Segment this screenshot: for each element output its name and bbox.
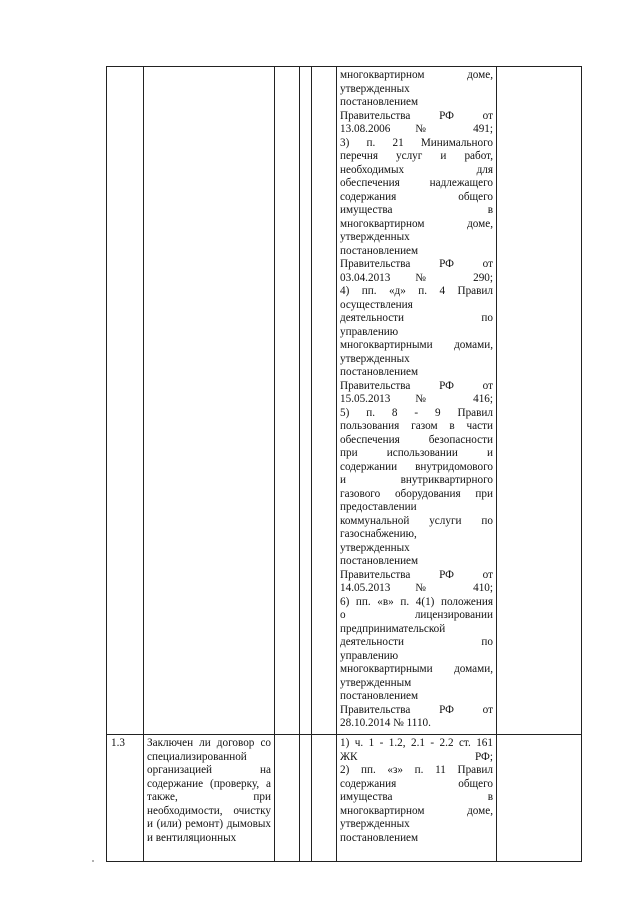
answer-na-cell	[312, 67, 337, 735]
text-line: постановлением	[340, 831, 419, 844]
text-line: и вентиляционных	[147, 831, 237, 844]
answer-no-cell	[300, 735, 312, 862]
text-line: газоснабжению,	[340, 528, 417, 540]
text-line: 2) пп. «з» п. 11 Правил	[340, 764, 493, 776]
text-line: предоставлении	[340, 501, 417, 513]
answer-na-cell	[312, 735, 337, 862]
text-line: перечня услуг и работ,	[340, 150, 493, 162]
text-line: также, при	[147, 791, 271, 803]
text-line: утвержденных	[340, 82, 410, 95]
notes-cell	[497, 67, 582, 735]
row-number-cell	[107, 67, 144, 735]
text-line: содержании внутридомового	[340, 460, 493, 473]
text-line: Правительства РФ от	[340, 568, 493, 581]
text-line: 4) пп. «д» п. 4 Правил	[340, 285, 493, 297]
text-line: 14.05.2013 № 410;	[340, 582, 493, 594]
table-row	[107, 67, 582, 735]
text-line: управлению	[340, 325, 399, 338]
question-cell	[144, 67, 275, 735]
text-line: коммунальной услуги по	[340, 514, 493, 527]
text-line: утвержденным	[340, 676, 412, 689]
question-text	[144, 735, 274, 847]
text-line: имущества в	[340, 204, 493, 216]
text-line: Правительства РФ от	[340, 379, 493, 392]
legal-sources-cell	[337, 67, 497, 735]
text-line: обеспечения надлежащего	[340, 177, 493, 189]
text-line: газового оборудования при	[340, 487, 493, 500]
text-line: многоквартирном доме,	[340, 69, 493, 81]
text-line: 28.10.2014 № 1110.	[340, 717, 431, 729]
text-line: 15.05.2013 № 416;	[340, 393, 493, 405]
text-line: и (или) ремонт) дымовых	[147, 818, 271, 830]
text-line: деятельности по	[340, 312, 493, 324]
answer-no-cell	[300, 67, 312, 735]
text-line: утвержденных	[340, 231, 410, 243]
text-line: постановлением	[340, 366, 419, 378]
scan-speck	[92, 860, 94, 862]
text-line: постановлением	[340, 555, 419, 567]
legal-sources-text	[337, 67, 496, 733]
text-line: многоквартирном доме,	[340, 804, 493, 817]
text-line: утвержденных	[340, 541, 410, 554]
text-line: утвержденных	[340, 818, 410, 830]
text-line: деятельности по	[340, 636, 493, 648]
text-line: многоквартирными домами,	[340, 663, 493, 675]
text-line: необходимых для	[340, 163, 493, 176]
text-line: постановлением	[340, 244, 419, 257]
text-line: и внутриквартирного	[340, 474, 493, 486]
row-number-cell	[107, 735, 144, 862]
text-line: 03.04.2013 № 290;	[340, 271, 493, 284]
text-line: о лицензировании	[340, 609, 493, 621]
text-line: многоквартирном доме,	[340, 217, 493, 230]
text-line: предпринимательской	[340, 622, 446, 635]
text-line: содержания общего	[340, 777, 493, 790]
text-line: содержания общего	[340, 190, 493, 203]
text-line: постановлением	[340, 96, 419, 108]
text-line: управлению	[340, 649, 399, 662]
text-line: 3) п. 21 Минимального	[340, 136, 493, 149]
text-line: 5) п. 8 - 9 Правил	[340, 406, 493, 419]
text-line: утвержденных	[340, 352, 410, 365]
legal-sources-text	[337, 735, 496, 847]
text-line: осуществления	[340, 298, 413, 311]
answer-yes-cell	[275, 735, 300, 862]
question-cell	[144, 735, 275, 862]
text-line: содержание (проверку, а	[147, 777, 271, 790]
text-line: Заключен ли договор со	[147, 737, 271, 749]
text-line: необходимости, очистку	[147, 804, 271, 817]
text-line: пользования газом в части	[340, 420, 493, 432]
text-line: Правительства РФ от	[340, 258, 493, 270]
table-row	[107, 735, 582, 862]
text-line: имущества в	[340, 791, 493, 803]
row-number: 1.3	[111, 737, 125, 749]
text-line: при использовании и	[340, 447, 493, 459]
text-line: Правительства РФ от	[340, 703, 493, 716]
text-line: специализированной	[147, 750, 247, 763]
text-line: 13.08.2006 № 491;	[340, 123, 493, 135]
text-line: Правительства РФ от	[340, 109, 493, 122]
text-line: организацией на	[147, 764, 271, 776]
notes-cell	[497, 735, 582, 862]
legal-sources-cell	[337, 735, 497, 862]
text-line: 1) ч. 1 - 1.2, 2.1 - 2.2 ст. 161	[340, 737, 493, 749]
text-line: многоквартирными домами,	[340, 339, 493, 351]
text-line: постановлением	[340, 690, 419, 702]
text-line: ЖК РФ;	[340, 750, 493, 763]
answer-yes-cell	[275, 67, 300, 735]
text-line: обеспечения безопасности	[340, 433, 493, 446]
text-line: 6) пп. «в» п. 4(1) положения	[340, 595, 493, 608]
checklist-table	[106, 66, 582, 862]
